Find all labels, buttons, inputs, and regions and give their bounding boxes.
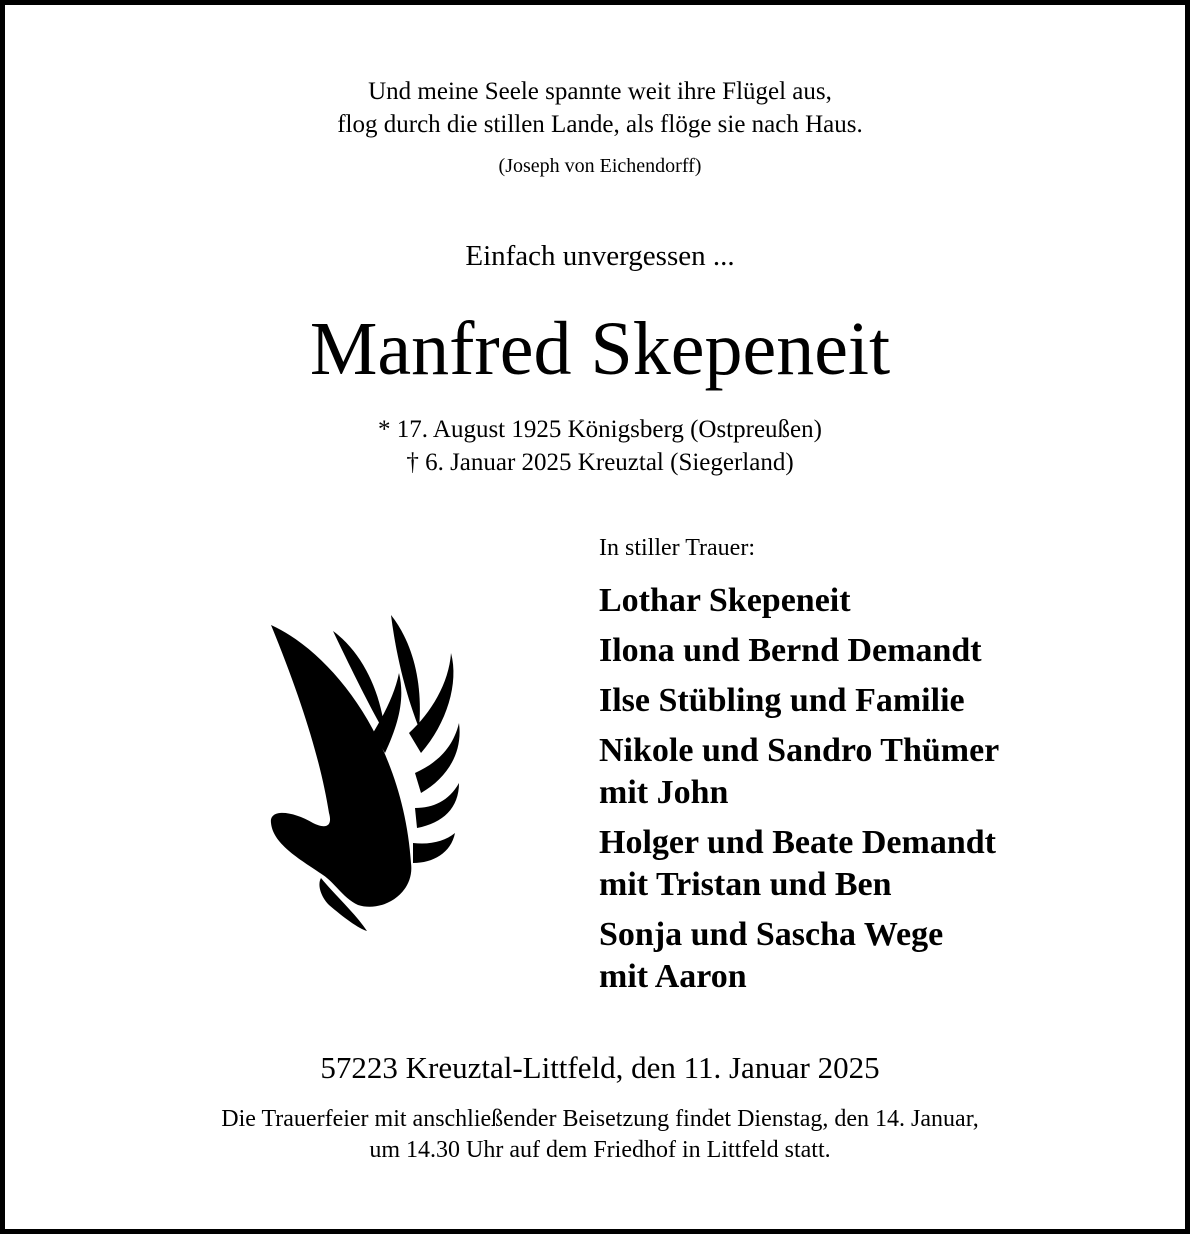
mourners-list xyxy=(599,580,999,1006)
mourner-name: Holger und Beate Demandt xyxy=(599,824,996,861)
mourner-detail: mit Aaron xyxy=(599,958,747,995)
birth-date: * 17. August 1925 Königsberg (Ostpreußen) xyxy=(378,416,822,443)
mourner-name: Sonja und Sascha Wege xyxy=(599,916,944,953)
intro-text: Einfach unvergessen ... xyxy=(465,240,735,272)
mourning-label: In stiller Trauer: xyxy=(599,535,755,561)
quote-author: (Joseph von Eichendorff) xyxy=(498,155,702,177)
mourner-entry xyxy=(599,822,999,906)
wing-icon xyxy=(263,613,463,933)
mourner-name: Lothar Skepeneit xyxy=(599,582,851,619)
mourner-name: Ilse Stübling und Familie xyxy=(599,682,965,719)
service-line-2: um 14.30 Uhr auf dem Friedhof in Littfeld statt. xyxy=(369,1137,831,1163)
quote-line-2: flog durch die stillen Lande, als flöge sie nach Haus. xyxy=(337,111,863,138)
mourner-name: Nikole und Sandro Thümer xyxy=(599,732,1000,769)
mourner-detail: mit Tristan und Ben xyxy=(599,866,892,903)
mourner-entry xyxy=(599,580,999,622)
place-date: 57223 Kreuztal-Littfeld, den 11. Januar 2025 xyxy=(320,1050,880,1085)
mourner-name: Ilona und Bernd Demandt xyxy=(599,632,982,669)
mourner-detail: mit John xyxy=(599,774,729,811)
quote xyxy=(5,75,1190,141)
quote-line-1: Und meine Seele spannte weit ihre Flügel aus, xyxy=(368,78,832,105)
death-date: † 6. Januar 2025 Kreuztal (Siegerland) xyxy=(406,449,794,476)
service-line-1: Die Trauerfeier mit anschließender Beisetzung findet Dienstag, den 14. Januar, xyxy=(221,1106,979,1132)
mourner-entry xyxy=(599,730,999,814)
life-dates xyxy=(5,413,1190,479)
deceased-name: Manfred Skepeneit xyxy=(309,307,891,391)
mourner-entry xyxy=(599,630,999,672)
mourner-entry xyxy=(599,680,999,722)
service-info xyxy=(5,1104,1190,1166)
mourner-entry xyxy=(599,914,999,998)
